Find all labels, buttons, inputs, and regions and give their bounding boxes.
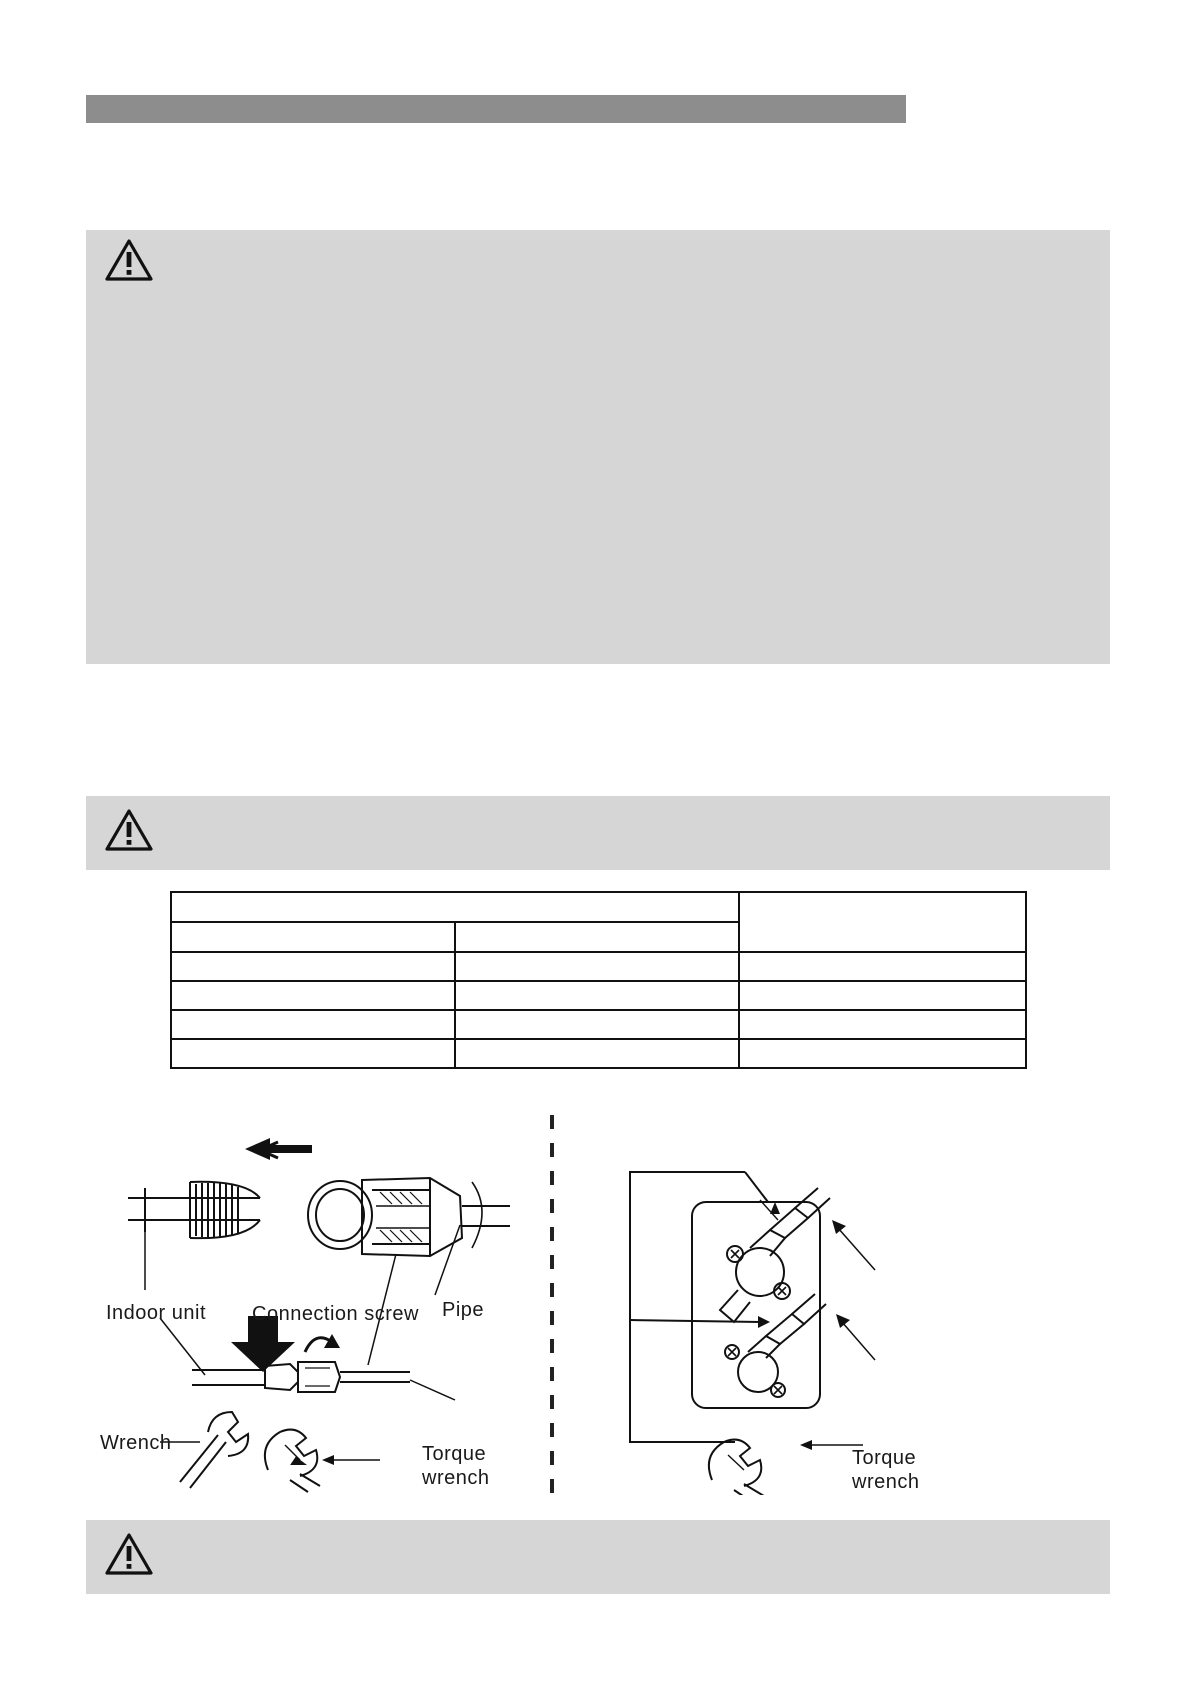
- table-cell: [739, 1010, 1026, 1039]
- dashed-divider: [550, 1115, 554, 1500]
- table-cell: [171, 1010, 455, 1039]
- torque-wrench-label-line2: wrench: [422, 1467, 490, 1489]
- warning-box-bottom: [86, 1520, 1110, 1594]
- warning-triangle-icon: [104, 1532, 154, 1576]
- table-cell: [171, 1039, 455, 1068]
- table-cell: [455, 1039, 739, 1068]
- table-row: [171, 1039, 1026, 1068]
- table-header-row: [171, 892, 1026, 922]
- table-cell: [171, 952, 455, 981]
- warning-box-torque: [86, 796, 1110, 870]
- warning-triangle-icon: [104, 238, 154, 282]
- table-header-cell: [455, 922, 739, 952]
- flare-connection-diagram: [100, 1120, 530, 1500]
- section-header-bar: [86, 95, 906, 123]
- pipe-label: Pipe: [442, 1299, 485, 1321]
- warning-box-main: [86, 230, 1110, 664]
- table-header-cell: [739, 892, 1026, 952]
- table-header-cell: [171, 922, 455, 952]
- torque-wrench-label-line2: wrench: [852, 1471, 920, 1493]
- connection-screw-label: Connection screw: [252, 1303, 419, 1325]
- outdoor-valve-illustration: [620, 1160, 940, 1495]
- table-cell: [739, 981, 1026, 1010]
- torque-wrench-label-line1: Torque: [852, 1447, 917, 1469]
- torque-table: [170, 891, 1027, 1069]
- table-cell: [739, 1039, 1026, 1068]
- table-cell: [455, 1010, 739, 1039]
- torque-wrench-label-line1: Torque: [422, 1443, 487, 1465]
- table-row: [171, 1010, 1026, 1039]
- indoor-unit-label: Indoor unit: [106, 1302, 207, 1324]
- table-header-cell: [171, 892, 739, 922]
- table-cell: [171, 981, 455, 1010]
- warning-triangle-icon: [104, 808, 154, 852]
- outdoor-valve-diagram: [620, 1160, 940, 1495]
- table-cell: [455, 981, 739, 1010]
- table-row: [171, 952, 1026, 981]
- table-cell: [739, 952, 1026, 981]
- wrench-label: Wrench: [100, 1432, 172, 1454]
- table-cell: [455, 952, 739, 981]
- table-row: [171, 981, 1026, 1010]
